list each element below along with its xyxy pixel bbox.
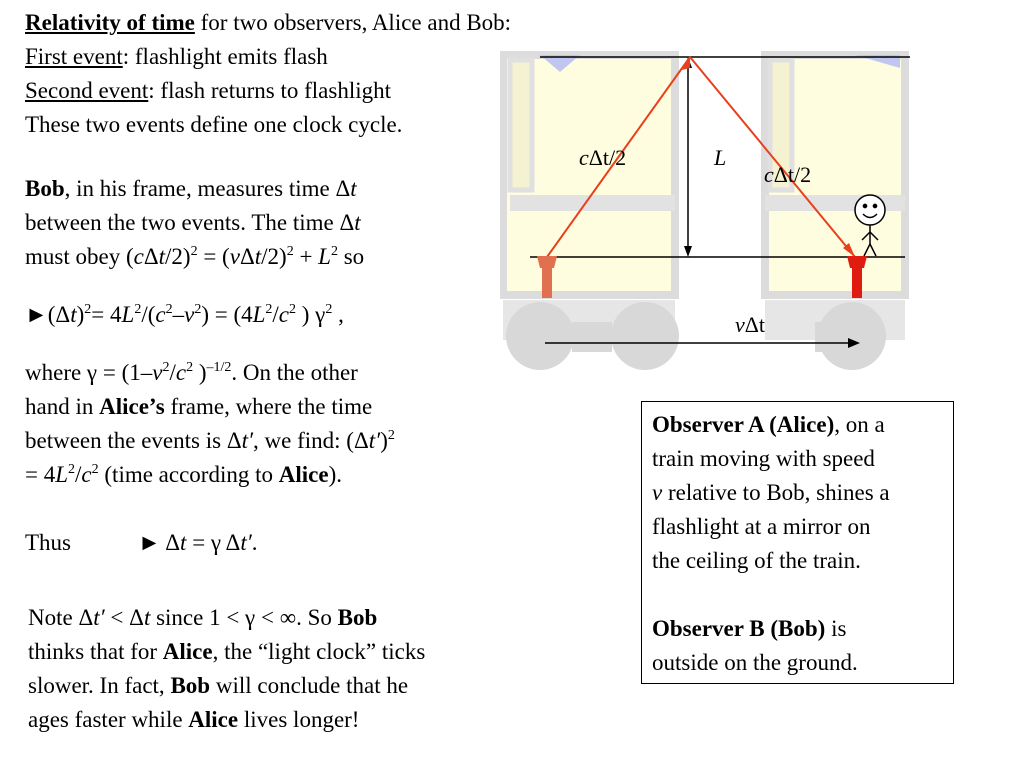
- note-line-2: [28, 635, 425, 669]
- var-t: t: [158, 244, 166, 269]
- eq-part: so: [337, 244, 365, 269]
- var-t-prime: t′: [241, 428, 254, 453]
- eq-part: Δ: [160, 530, 181, 555]
- var-t-prime: t′: [93, 605, 105, 630]
- eq-part: /2): [165, 244, 191, 269]
- box-line: outside on the ground.: [652, 650, 858, 675]
- note-line-4: [28, 703, 359, 737]
- text-part: frame, where the time: [164, 394, 373, 419]
- right-path-label: cΔt/2: [764, 162, 812, 187]
- second-event-text: : flash returns to flashlight: [148, 78, 392, 103]
- exponent: 2: [91, 462, 99, 477]
- text-part: will conclude that he: [210, 673, 409, 698]
- thus-equation: [138, 526, 258, 560]
- observer-a-title: Observer A (Alice): [652, 412, 835, 437]
- where-line-1: [25, 356, 358, 390]
- where-line-2: [25, 390, 372, 424]
- var-L: L: [55, 462, 69, 487]
- eq-part: –: [172, 302, 185, 327]
- exponent: 2: [194, 302, 202, 317]
- exponent: 2: [68, 462, 76, 477]
- exponent: 2: [165, 302, 173, 317]
- text-part: = 4: [25, 462, 56, 487]
- var-c: c: [175, 360, 187, 385]
- text-part: relative to Bob, shines a: [662, 480, 890, 505]
- left-path-label: cΔt/2: [579, 145, 627, 170]
- var-c: c: [81, 462, 92, 487]
- light-clock-diagram: [500, 45, 910, 385]
- eq-part: = 4: [91, 302, 122, 327]
- observer-b-title: Observer B (Bob): [652, 616, 826, 641]
- text-part: slower. In fact,: [28, 673, 171, 698]
- second-event-label: Second event: [25, 78, 149, 103]
- eq-part: ) = (4: [201, 302, 253, 327]
- eq-part: ) γ: [296, 302, 326, 327]
- bob-line-2: [25, 206, 361, 240]
- bob-line-2-text: between the two events. The time Δ: [25, 210, 355, 235]
- eq-part: /2): [261, 244, 287, 269]
- eq-part: = γ Δ: [186, 530, 241, 555]
- arrow-bullet-icon: ►: [138, 530, 161, 555]
- height-label: L: [714, 145, 727, 170]
- text-part: , the “light clock” ticks: [212, 639, 426, 664]
- first-event-text: : flashlight emits flash: [122, 44, 328, 69]
- eq-part: Δ: [239, 244, 255, 269]
- var-t-prime: t′: [368, 428, 381, 453]
- var-c: c: [155, 302, 166, 327]
- text-part: < Δ: [104, 605, 144, 630]
- box-line: [652, 612, 943, 646]
- note-line-3: [28, 669, 408, 703]
- box-line: train moving with speed: [652, 446, 875, 471]
- bob-name: Bob: [337, 605, 378, 630]
- second-event-line: [25, 74, 391, 108]
- eq-part: .: [251, 530, 258, 555]
- arrow-bullet-icon: ►: [25, 302, 48, 327]
- var-v: v: [229, 244, 240, 269]
- alice-name: Alice: [188, 707, 239, 732]
- train-car-right: [765, 55, 905, 340]
- exponent: 2: [190, 244, 198, 259]
- var-v: v: [184, 302, 195, 327]
- eq-part: /(: [141, 302, 156, 327]
- note-line-1: [28, 601, 377, 635]
- bob-line-1: [25, 172, 357, 206]
- bob-line-1-text: , in his frame, measures time Δ: [64, 176, 351, 201]
- text-part: , on a: [834, 412, 885, 437]
- where-line-4: [25, 458, 342, 492]
- exponent: 2: [330, 244, 338, 259]
- eq-part: where γ = (1–: [25, 360, 153, 385]
- exponent: 2: [387, 428, 395, 443]
- bob-line-3: [25, 240, 364, 274]
- eq-part: . On the other: [231, 360, 358, 385]
- arrow-down-icon: [684, 246, 692, 257]
- var-t: t: [254, 244, 262, 269]
- exponent: 2: [84, 302, 92, 317]
- var-c: c: [133, 244, 144, 269]
- var-c: c: [278, 302, 290, 327]
- eq-part: Δ: [143, 244, 159, 269]
- train-rail: [510, 195, 675, 211]
- thus-label: Thus: [25, 530, 71, 555]
- var-t: t: [180, 530, 187, 555]
- text-part: (time according to: [98, 462, 279, 487]
- train-door: [510, 60, 532, 190]
- text-part: ).: [328, 462, 342, 487]
- exponent: 2: [134, 302, 142, 317]
- var-t: t: [143, 605, 151, 630]
- bob-name: Bob: [25, 176, 65, 201]
- wheel-icon: [611, 302, 679, 370]
- var-t: t: [350, 176, 357, 201]
- exponent: 2: [286, 244, 294, 259]
- first-event-label: First event: [25, 44, 123, 69]
- exponent: 2: [325, 302, 333, 317]
- text-part: ): [380, 428, 388, 453]
- exponent: 2: [289, 302, 297, 317]
- eq-part: /: [169, 360, 176, 385]
- var-L: L: [252, 302, 266, 327]
- eq-part: /: [272, 302, 279, 327]
- observer-info-box: [641, 401, 954, 684]
- text-part: between the events is Δ: [25, 428, 242, 453]
- where-line-3: [25, 424, 395, 458]
- eq-part: +: [293, 244, 319, 269]
- eq-part: (Δ: [47, 302, 71, 327]
- eq-part: ): [193, 360, 207, 385]
- var-L: L: [121, 302, 135, 327]
- text-part: thinks that for: [28, 639, 163, 664]
- alice-name: Alice: [162, 639, 213, 664]
- exponent: 2: [162, 360, 170, 375]
- text-part: Note Δ: [28, 605, 94, 630]
- box-line: [652, 476, 943, 510]
- box-line: the ceiling of the train.: [652, 548, 861, 573]
- var-t-prime: t′: [240, 530, 252, 555]
- var-t: t: [70, 302, 77, 327]
- first-event-line: [25, 40, 328, 74]
- text-part: since 1 < γ < ∞. So: [150, 605, 338, 630]
- bob-name: Bob: [170, 673, 211, 698]
- exponent: –1/2: [206, 360, 232, 375]
- var-t: t: [354, 210, 361, 235]
- box-spacer: [652, 578, 943, 612]
- exponent: 2: [265, 302, 273, 317]
- title-line: [25, 6, 511, 40]
- var-L: L: [318, 244, 331, 269]
- var-v: v: [152, 360, 163, 385]
- box-line: [652, 408, 943, 442]
- text-part: ages faster while: [28, 707, 189, 732]
- text-part: hand in: [25, 394, 100, 419]
- clock-cycle-line: These two events define one clock cycle.: [25, 112, 403, 137]
- exponent: 2: [186, 360, 194, 375]
- velocity-label: vΔt: [735, 312, 766, 337]
- text-part: /: [75, 462, 82, 487]
- text-part: is: [825, 616, 847, 641]
- eq-part: = (: [197, 244, 230, 269]
- text-part: lives longer!: [238, 707, 360, 732]
- text-part: , we find: (Δ: [253, 428, 369, 453]
- alice-name: Alice: [278, 462, 329, 487]
- box-line: flashlight at a mirror on: [652, 514, 871, 539]
- alice-name: Alice’s: [99, 394, 165, 419]
- eq-part: ): [76, 302, 85, 327]
- eq-part: ,: [332, 302, 344, 327]
- eq-part: must obey (: [25, 244, 134, 269]
- equation-1: [25, 298, 344, 332]
- slide-title: Relativity of time: [25, 10, 195, 35]
- var-v: v: [652, 480, 663, 505]
- title-rest: for two observers, Alice and Bob:: [194, 10, 512, 35]
